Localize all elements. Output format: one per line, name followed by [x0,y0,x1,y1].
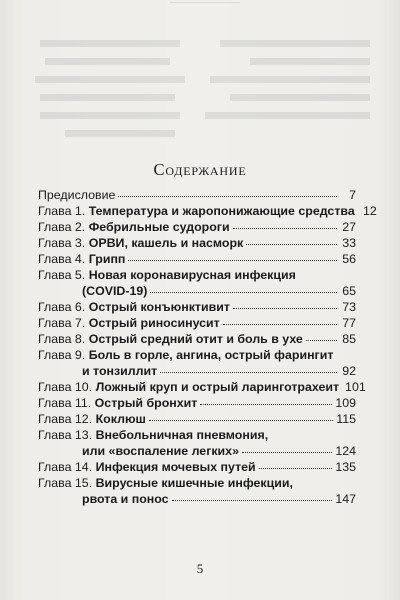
toc-page-number: 7 [349,188,356,202]
chapter-title: и тонзиллит [82,364,158,378]
toc-entry-label [82,283,147,299]
toc-entry-label [82,443,239,459]
toc-entry [38,347,356,379]
toc-entry-line [38,187,356,203]
dot-leader [150,283,337,293]
dot-leader [172,491,333,501]
chapter-title: Грипп [88,252,126,266]
table-of-contents [38,187,377,507]
toc-page-number: 65 [342,284,356,298]
toc-page-number: 115 [336,412,356,426]
toc-entry-label [38,459,256,475]
dot-leader [306,331,337,341]
toc-page-number: 147 [335,492,356,506]
chapter-title: ОРВИ, кашель и насморк [88,236,244,250]
chapter-number: Глава 2. [38,220,86,234]
toc-entry-line [38,219,356,235]
toc-entry-line [38,347,356,363]
chapter-number: Глава 10. [38,380,93,394]
toc-entry [38,475,356,507]
toc-page-number: 73 [342,300,356,314]
chapter-title: (COVID-19) [82,284,148,298]
toc-entry-line [38,379,366,395]
toc-entry [38,459,356,475]
dot-leader [118,187,337,197]
chapter-number: Глава 4. [38,252,86,266]
toc-entry-line [38,299,356,315]
toc-entry-label [38,219,230,235]
chapter-number: Глава 7. [38,316,86,330]
toc-heading: Содержание [153,160,247,179]
dot-leader [242,443,332,453]
chapter-title: Внебольничная пневмония, [95,428,269,442]
toc-entry-line [38,235,356,251]
toc-entry-label [82,491,169,507]
chapter-title: Температура и жаропонижающие средства [88,204,355,218]
toc-entry [38,299,356,315]
toc-entry [38,315,356,331]
toc-entry-line [38,203,377,219]
chapter-number: Глава 3. [38,236,86,250]
chapter-number: Глава 9. [38,348,86,362]
chapter-number: Глава 1. [38,204,86,218]
toc-entry-line [38,251,356,267]
toc-entry-label [38,235,243,251]
toc-page-number: 101 [345,380,366,394]
toc-page-number: 77 [342,316,356,330]
toc-entry-label [38,203,355,219]
chapter-title: Острый бронхит [94,396,198,410]
toc-entry [38,219,356,235]
toc-page-number: 27 [342,220,356,234]
chapter-number: Глава 14. [38,460,93,474]
toc-entry-line [38,315,356,331]
chapter-title: Вирусные кишечные инфекции, [95,476,293,490]
toc-entry-line [38,395,356,411]
toc-page-number: 124 [335,444,356,458]
chapter-title: или «воспаление легких» [82,444,239,458]
chapter-title: Инфекция мочевых путей [95,460,256,474]
toc-entry-label [38,347,333,363]
toc-page-number: 92 [342,364,356,378]
toc-entry-label [82,363,157,379]
dot-leader [246,235,337,245]
toc-entry-label [38,427,268,443]
dot-leader [259,459,333,469]
bleed-through-header [170,0,240,3]
chapter-number: Глава 6. [38,300,86,314]
chapter-title: Предисловие [38,188,116,202]
toc-entry-line [38,475,356,491]
chapter-title: Новая коронавирусная инфекция [88,268,296,282]
toc-entry-label [38,187,115,203]
dot-leader [200,395,332,405]
toc-entry-line [38,427,356,443]
dot-leader [128,251,337,261]
toc-page-number: 12 [362,204,377,218]
toc-page-number: 109 [335,396,356,410]
toc-entry-label [38,267,296,283]
toc-entry-label [38,251,125,267]
toc-entry-line [38,363,356,379]
chapter-number: Глава 12. [38,412,93,426]
dot-leader [233,219,337,229]
dot-leader [233,299,337,309]
toc-entry [38,379,366,395]
toc-entry-line [38,459,356,475]
chapter-number: Глава 15. [38,476,93,490]
chapter-title: Фебрильные судороги [88,220,230,234]
toc-entry-label [38,331,303,347]
toc-page-number: 56 [342,252,356,266]
toc-page-number: 85 [342,332,356,346]
toc-entry [38,251,356,267]
toc-entry-label [38,475,293,491]
chapter-number: Глава 11. [38,396,92,410]
chapter-number: Глава 8. [38,332,86,346]
dot-leader [223,315,337,325]
toc-entry [38,411,356,427]
chapter-number: Глава 13. [38,428,93,442]
toc-entry [38,331,356,347]
toc-entry-line [38,491,356,507]
chapter-number: Глава 5. [38,268,86,282]
toc-entry-label [38,395,197,411]
dot-leader [160,363,337,373]
toc-entry [38,187,356,203]
toc-entry-line [38,283,356,299]
chapter-title: Боль в горле, ангина, острый фарингит [88,348,334,362]
chapter-title: Коклюш [95,412,146,426]
toc-entry [38,395,356,411]
chapter-title: Острый конъюнктивит [88,300,230,314]
toc-entry-label [38,379,339,395]
page-number: 5 [196,561,204,576]
chapter-title: Острый средний отит и боль в ухе [88,332,303,346]
toc-entry-line [38,443,356,459]
toc-entry [38,427,356,459]
toc-entry-label [38,315,220,331]
toc-entry-line [38,411,356,427]
toc-entry-label [38,299,230,315]
toc-entry-label [38,411,146,427]
toc-entry-line [38,267,356,283]
dot-leader [149,411,333,421]
chapter-title: рвота и понос [82,492,169,506]
chapter-title: Ложный круп и острый ларинготрахеит [95,380,340,394]
toc-entry [38,235,356,251]
toc-entry [38,203,377,219]
toc-entry [38,267,356,299]
chapter-title: Острый риносинусит [88,316,220,330]
toc-page-number: 135 [335,460,356,474]
bleed-through-text [0,0,400,150]
toc-entry-line [38,331,356,347]
toc-page-number: 33 [342,236,356,250]
